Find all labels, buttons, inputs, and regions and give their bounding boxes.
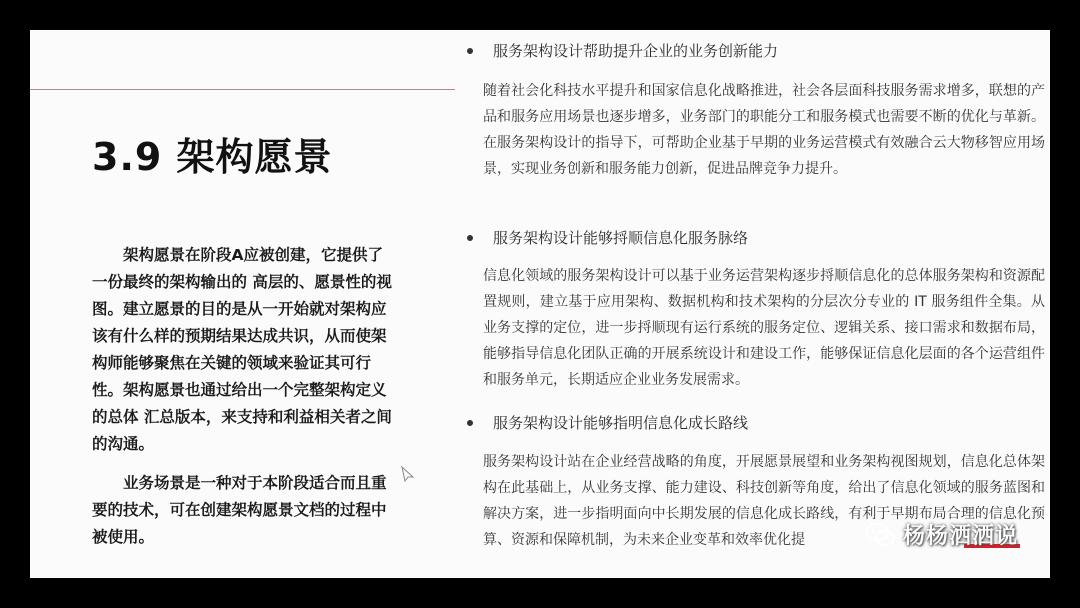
- bullet-icon: [467, 48, 473, 54]
- section-heading-text: 服务架构设计帮助提升企业的业务创新能力: [493, 42, 779, 60]
- divider: [30, 89, 455, 90]
- business-scenario-paragraph: 业务场景是一种对于本阶段适合而且重要的技术，可在创建架构愿景文档的过程中被使用。: [92, 474, 387, 546]
- section-heading-text: 服务架构设计能够指明信息化成长路线: [493, 414, 749, 432]
- intro-paragraph: 架构愿景在阶段A应被创建，它提供了一份最终的架构输出的 高层的、愿景性的视图。建立愿景的目的是从一开始就对架构应该有什么样的预期结果达成共识，从而使架构师能够聚焦在关键的领域来验证其可行性。架构愿景也通过给出一个完整架构定义的总体 汇总版本，来支持和利益相关者之间的沟通。: [92, 246, 392, 453]
- bullet-icon: [467, 235, 473, 241]
- section-body: 服务架构设计站在企业经营战略的角度，开展愿景展望和业务架构视图规划，信息化总体架构在此基础上，从业务支撑、能力建设、科技创新等角度，给出了信息化领域的服务蓝图和解决方案，进一步指明面向中长期发展的信息化成长路线，有利于早期布局合理的信息化预算、资源和保障机制，为未来企业变革和效率优化提: [483, 454, 1045, 548]
- watermark: [865, 519, 1018, 550]
- section-heading: [467, 40, 778, 61]
- slide: [30, 30, 1050, 578]
- watermark-text: 杨杨洒洒说: [902, 524, 1018, 549]
- section-body: 信息化领域的服务架构设计可以基于业务运营架构逐步捋顺信息化的总体服务架构和资源配置规则，建立基于应用架构、数据机构和技术架构的分层次分专业的 IT 服务组件全集。从业务支撑的定位，进一步捋顺现有运行系统的服务定位、逻辑关系、接口需求和数据布局，能够指导信息化团队正确的开展系统设计和建设工作，能够保证信息化层面的各个运营组件和服务单元，长期适应企业业务发展需求。: [483, 268, 1045, 388]
- section-body: 随着社会化科技水平提升和国家信息化战略推进，社会各层面科技服务需求增多，联想的产品和服务应用场景也逐步增多，业务部门的职能分工和服务模式也需要不断的优化与革新。在服务架构设计的指导下，可帮助企业基于早期的业务运营模式有效融合云大物移智应用场景，实现业务创新和服务能力创新，促进品牌竞争力提升。: [483, 83, 1045, 177]
- page-title: 3.9 架构愿景: [92, 135, 333, 179]
- section-heading: [467, 412, 748, 433]
- right-panel: [455, 30, 1050, 578]
- mouse-cursor-icon: [401, 466, 415, 482]
- bullet-icon: [467, 420, 473, 426]
- section-heading: [467, 227, 748, 248]
- left-panel: [30, 30, 455, 578]
- wechat-icon: [865, 522, 895, 548]
- section-heading-text: 服务架构设计能够捋顺信息化服务脉络: [493, 229, 749, 247]
